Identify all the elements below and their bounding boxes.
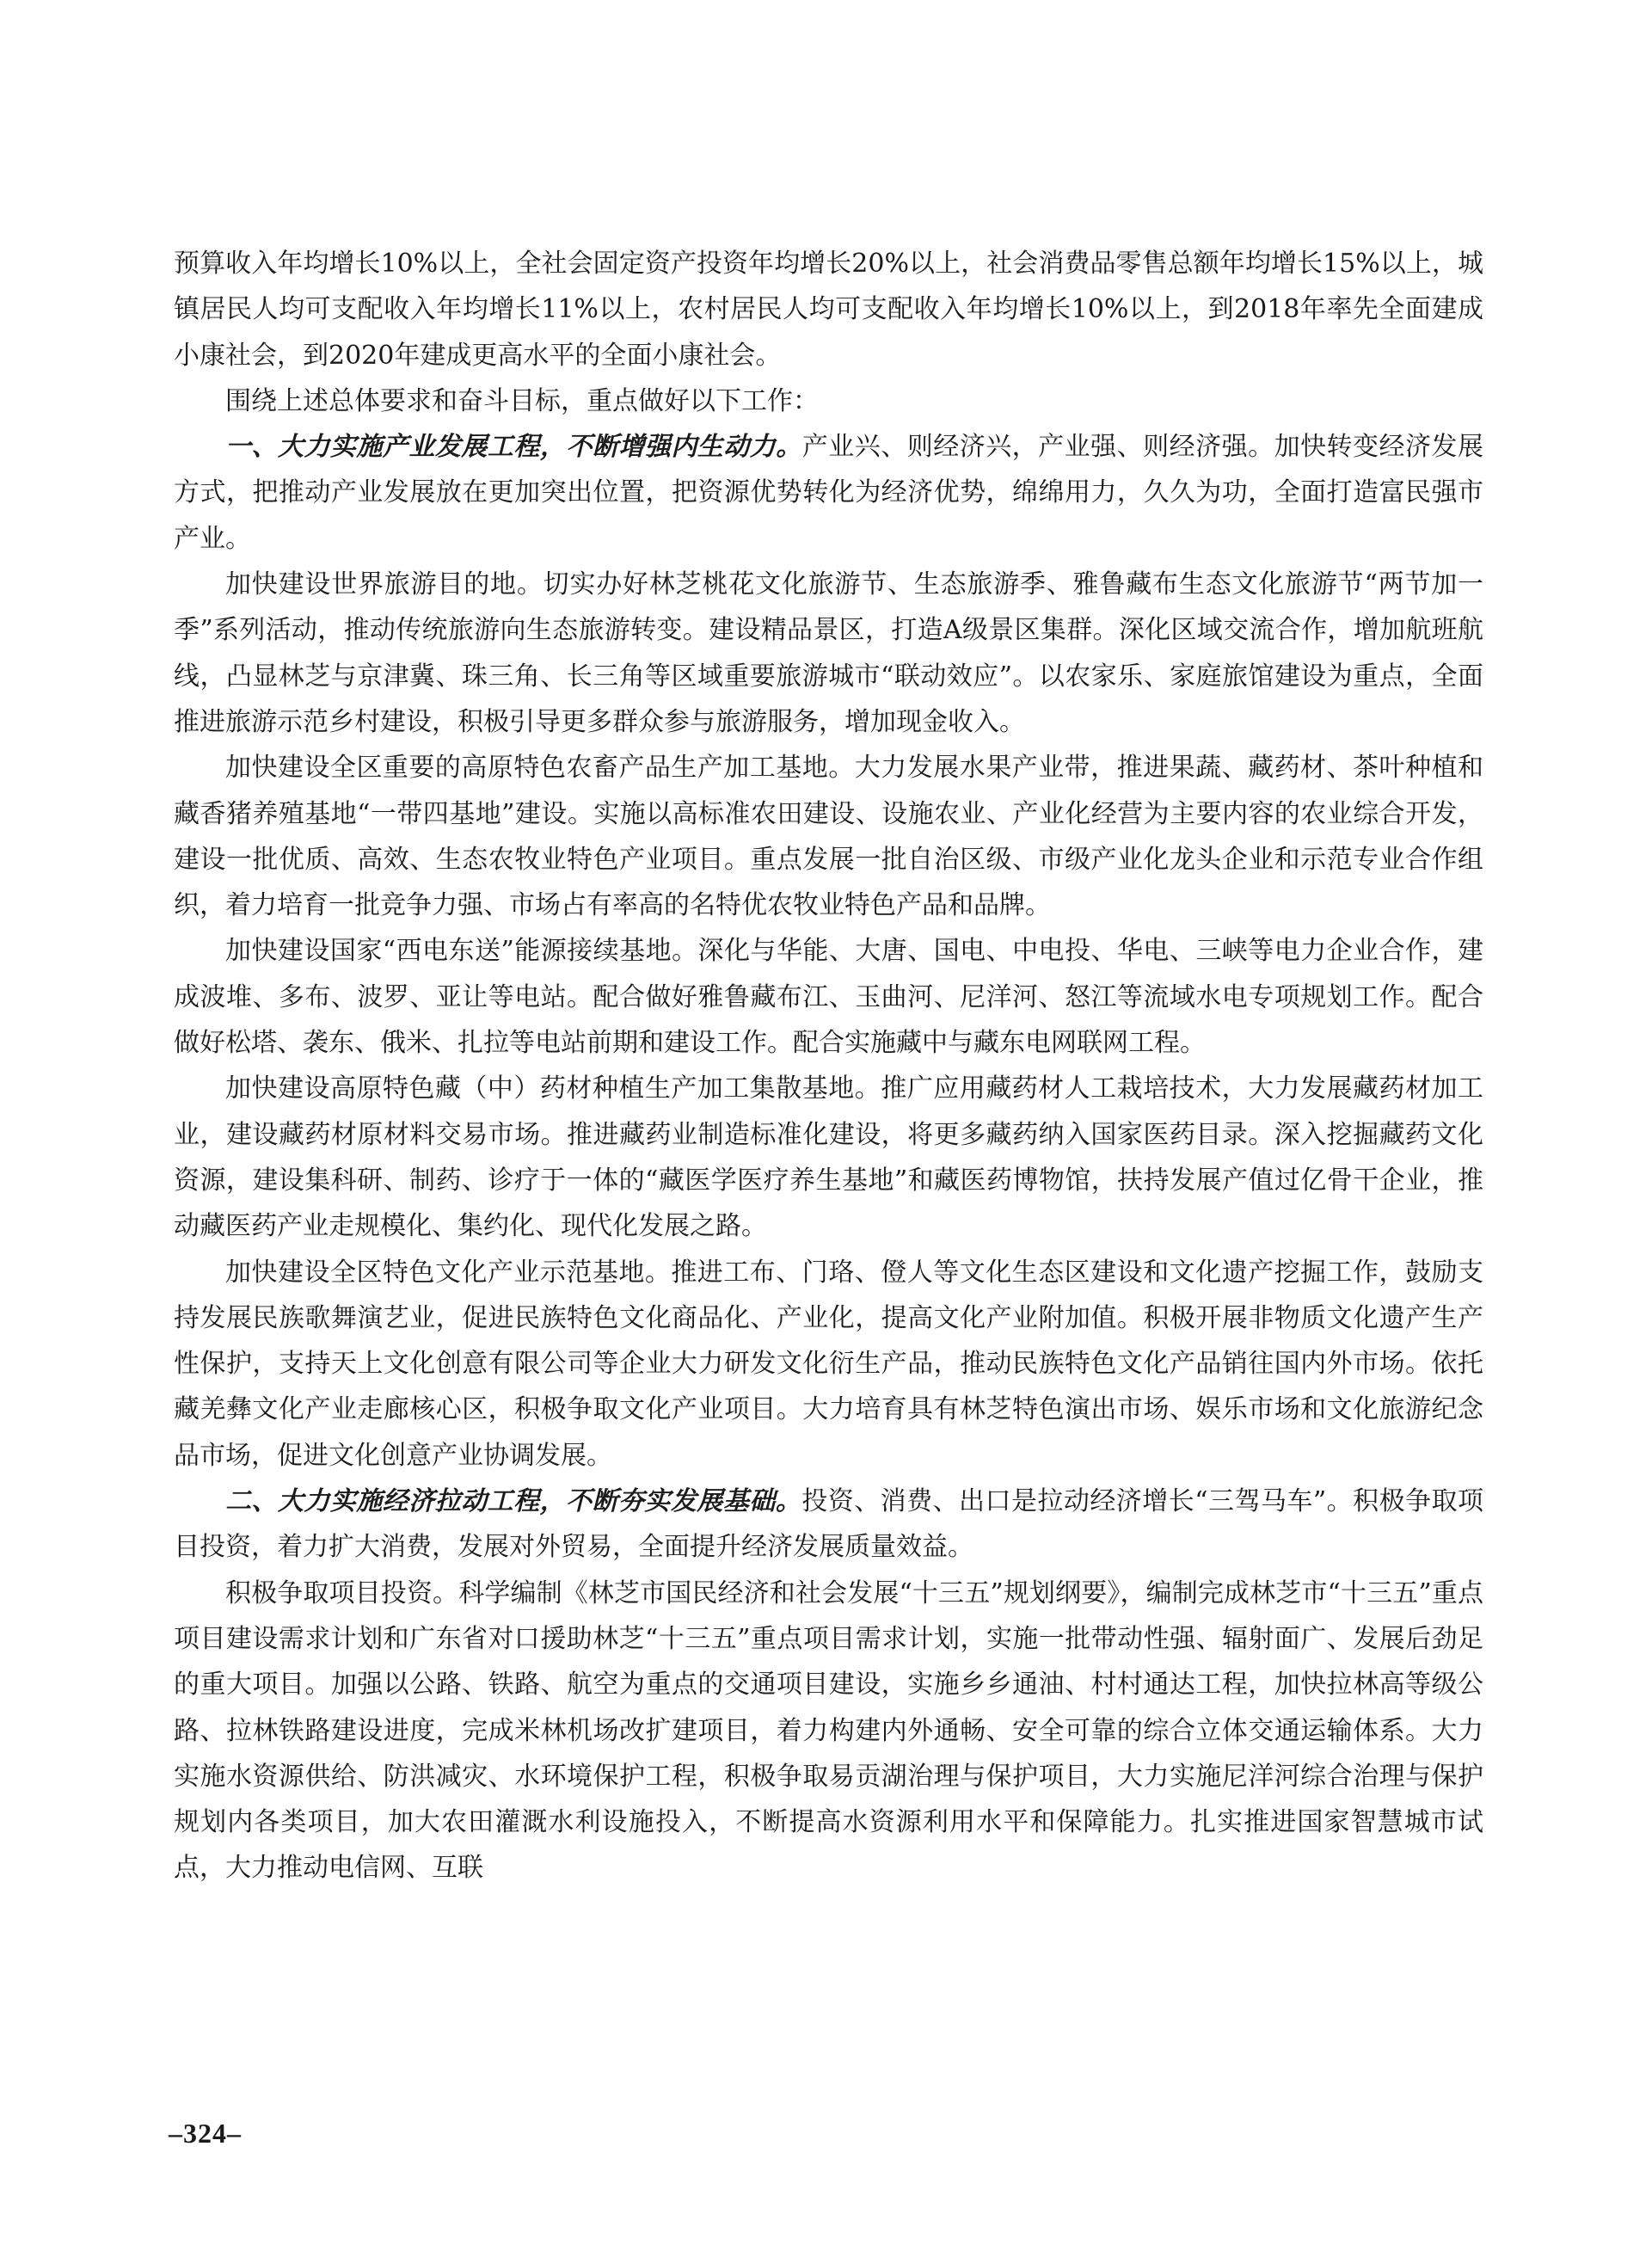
paragraph-text: 产业兴、则经济兴，产业强、则经济强。加快转变经济发展方式，把推动产业发展放在更加突出位置，把资源优势转化为经济优势，绵绵用力，久久为功，全面打造富民强市产业。 (174, 432, 1483, 554)
paragraph (174, 241, 1483, 378)
paragraph-text: 加快建设世界旅游目的地。切实办好林芝桃花文化旅游节、生态旅游季、雅鲁藏布生态文化旅游节“两节加一季”系列活动，推动传统旅游向生态旅游转变。建设精品景区，打造A级景区集群。深化区域交流合作，增加航班航线，凸显林芝与京津冀、珠三角、长三角等区域重要旅游城市“联动效应”。以农家乐、家庭旅馆建设为重点，全面推进旅游示范乡村建设，积极引导更多群众参与旅游服务，增加现金收入。 (174, 569, 1483, 737)
paragraph-text: 加快建设全区特色文化产业示范基地。推进工布、门珞、僜人等文化生态区建设和文化遗产挖掘工作，鼓励支持发展民族歌舞演艺业，促进民族特色文化商品化、产业化，提高文化产业附加值。积极开展非物质文化遗产生产性保护，支持天上文化创意有限公司等企业大力研发文化衍生产品，推动民族特色文化产品销往国内外市场。依托藏羌彝文化产业走廊核心区，积极争取文化产业项目。大力培育具有林芝特色演出市场、娱乐市场和文化旅游纪念品市场，促进文化创意产业协调发展。 (174, 1257, 1483, 1471)
page-number: –324– (169, 2118, 242, 2149)
paragraph-text: 加快建设全区重要的高原特色农畜产品生产加工基地。大力发展水果产业带，推进果蔬、藏药材、茶叶种植和藏香猪养殖基地“一带四基地”建设。实施以高标准农田建设、设施农业、产业化经营为主要内容的农业综合开发，建设一批优质、高效、生态农牧业特色产业项目。重点发展一批自治区级、市级产业化龙头企业和示范专业合作组织，着力培育一批竞争力强、市场占有率高的名特优农牧业特色产品和品牌。 (174, 753, 1483, 921)
paragraph-text: 预算收入年均增长10%以上，全社会固定资产投资年均增长20%以上，社会消费品零售总额年均增长15%以上，城镇居民人均可支配收入年均增长11%以上，农村居民人均可支配收入年均增长10%以上，到2018年率先全面建成小康社会，到2020年建成更高水平的全面小康社会。 (174, 249, 1483, 371)
paragraph-text: 积极争取项目投资。科学编制《林芝市国民经济和社会发展“十三五”规划纲要》，编制完成林芝市“十三五”重点项目建设需求计划和广东省对口援助林芝“十三五”重点项目需求计划，实施一批带动性强、辐射面广、发展后劲足的重大项目。加强以公路、铁路、航空为重点的交通项目建设，实施乡乡通油、村村通达工程，加快拉林高等级公路、拉林铁路建设进度，完成米林机场改扩建项目，着力构建内外通畅、安全可靠的综合立体交通运输体系。大力实施水资源供给、防洪减灾、水环境保护工程，积极争取易贡湖治理与保护项目，大力实施尼洋河综合治理与保护规划内各类项目，加大农田灌溉水利设施投入，不断提高水资源利用水平和保障能力。扎实推进国家智慧城市试点，大力推动电信网、互联 (174, 1577, 1483, 1884)
paragraph (174, 1571, 1483, 1891)
paragraph-text: 投资、消费、出口是拉动经济增长“三驾马车”。积极争取项目投资，着力扩大消费，发展对外贸易，全面提升经济发展质量效益。 (174, 1486, 1483, 1563)
paragraph (174, 1250, 1483, 1479)
paragraph (174, 1066, 1483, 1249)
section-heading: 一、大力实施产业发展工程，不断增强内生动力。 (225, 432, 802, 463)
section-heading: 二、大力实施经济拉动工程，不断夯实发展基础。 (225, 1486, 802, 1517)
paragraph-text: 加快建设高原特色藏（中）药材种植生产加工集散基地。推广应用藏药材人工栽培技术，大力发展藏药材加工业，建设藏药材原材料交易市场。推进藏药业制造标准化建设，将更多藏药纳入国家医药目录。深入挖掘藏药文化资源，建设集科研、制药、诊疗于一体的“藏医学医疗养生基地”和藏医药博物馆，扶持发展产值过亿骨干企业，推动藏医药产业走规模化、集约化、现代化发展之路。 (174, 1073, 1483, 1242)
paragraph (174, 562, 1483, 745)
paragraph (174, 1479, 1483, 1571)
paragraph-text: 围绕上述总体要求和奋斗目标，重点做好以下工作： (225, 385, 819, 416)
paragraph (174, 745, 1483, 928)
paragraph (174, 424, 1483, 562)
paragraph (174, 928, 1483, 1066)
body-text (174, 241, 1483, 1891)
paragraph (174, 378, 1483, 424)
paragraph-text: 加快建设国家“西电东送”能源接续基地。深化与华能、大唐、国电、中电投、华电、三峡等电力企业合作，建成波堆、多布、波罗、亚让等电站。配合做好雅鲁藏布江、玉曲河、尼洋河、怒江等流域水电专项规划工作。配合做好松塔、袭东、俄米、扎拉等电站前期和建设工作。配合实施藏中与藏东电网联网工程。 (174, 936, 1483, 1059)
